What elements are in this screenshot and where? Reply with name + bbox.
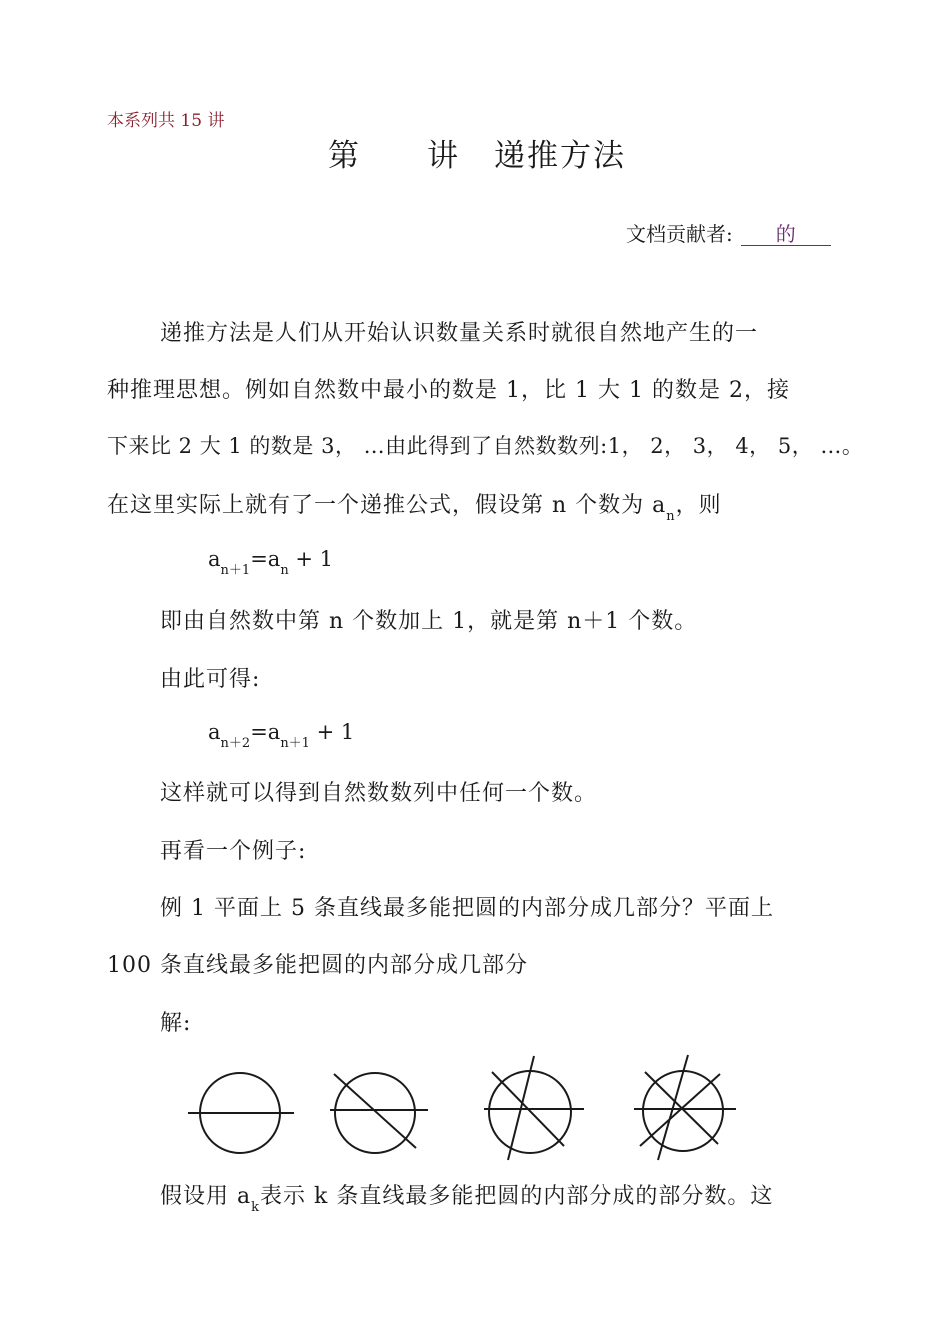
formula-2-rhs-sub: n＋1 <box>280 736 310 751</box>
para1-line4-text: 在这里实际上就有了一个递推公式，假设第 n 个数为 a <box>107 493 667 518</box>
para6-sub: k <box>251 1200 261 1215</box>
circle-figure-2 <box>330 1073 428 1153</box>
example1-line1: 例 1 平面上 5 条直线最多能把圆的内部分成几部分？平面上 <box>160 896 774 921</box>
para1-line3: 下来比 2 大 1 的数是 3， …由此得到了自然数数列:1， 2， 3， 4， 5， …。 <box>107 434 864 458</box>
circle-figures <box>180 1052 750 1162</box>
formula-2-lhs-sub: n＋2 <box>220 736 251 751</box>
formula-2-tail: + 1 <box>309 720 355 744</box>
para1-line2: 种推理思想。例如自然数中最小的数是 1，比 1 大 1 的数是 2，接 <box>107 378 790 403</box>
contributor-label: 文档贡献者: <box>626 222 733 246</box>
para2: 即由自然数中第 n 个数加上 1，就是第 n＋1 个数。 <box>160 609 698 634</box>
formula-2 <box>208 720 354 751</box>
page-title <box>328 130 626 175</box>
formula-2-eq: =a <box>250 720 281 744</box>
formula-1-eq: =a <box>250 547 281 571</box>
para6-end: 表示 k 条直线最多能把圆的内部分成的部分数。这 <box>260 1184 774 1209</box>
circle-figure-1 <box>188 1073 294 1153</box>
title-part1: 第 <box>328 138 361 174</box>
para1-line4 <box>107 488 722 524</box>
contributor-line <box>626 218 831 247</box>
formula-2-lhs: a <box>208 720 221 744</box>
para1-line1: 递推方法是人们从开始认识数量关系时就很自然地产生的一 <box>160 321 759 346</box>
formula-1-lhs-sub: n＋1 <box>220 563 251 578</box>
title-part2: 讲 <box>427 138 460 174</box>
formula-1-lhs: a <box>208 547 221 571</box>
series-note: 本系列共 15 讲 <box>107 111 225 131</box>
formula-1-rhs-sub: n <box>280 563 289 578</box>
solution-label: 解: <box>160 1011 192 1036</box>
example1-line2: 100 条直线最多能把圆的内部分成几部分 <box>107 953 528 978</box>
para1-line4-sub: n <box>666 509 676 524</box>
para1-line4-end: ，则 <box>675 493 722 518</box>
para5: 再看一个例子: <box>160 839 307 864</box>
para6 <box>160 1179 773 1215</box>
contributor-value: 的 <box>741 223 831 246</box>
para3: 由此可得: <box>160 667 261 692</box>
para4: 这样就可以得到自然数数列中任何一个数。 <box>160 781 598 806</box>
formula-1 <box>208 547 333 578</box>
circle-figure-3 <box>484 1056 584 1160</box>
formula-1-tail: + 1 <box>288 547 333 571</box>
para6-start: 假设用 a <box>160 1184 252 1209</box>
circle-figure-4 <box>634 1055 736 1160</box>
title-part3: 递推方法 <box>494 138 626 174</box>
